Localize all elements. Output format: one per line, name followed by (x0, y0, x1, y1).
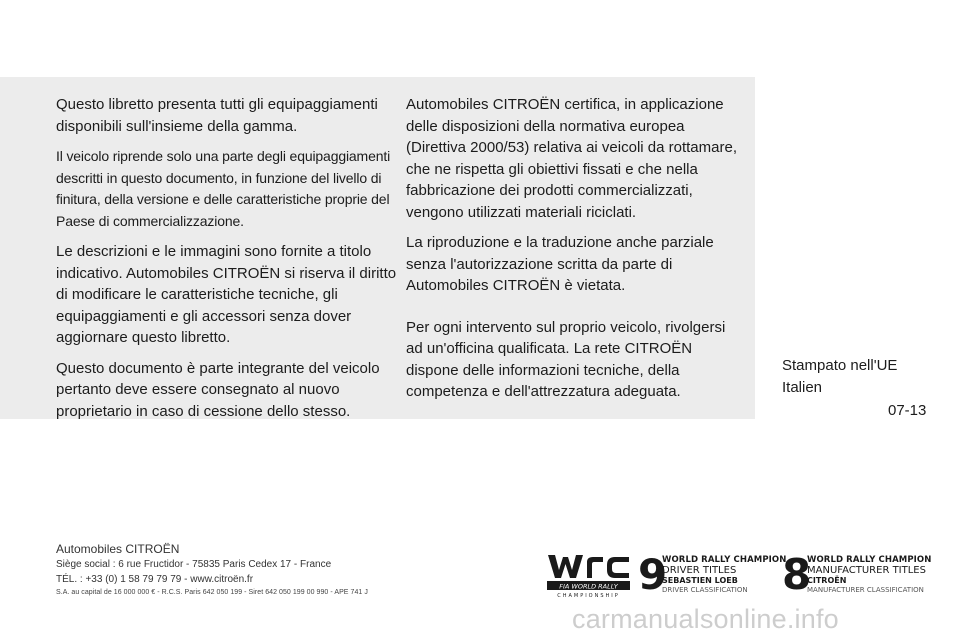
championship-logos (545, 552, 935, 598)
disclaimer-paragraph: Le descrizioni e le immagini sono fornite a titolo indicativo. Automobiles CITROËN si riserva il diritto di modificare le caratteristiche tecniche, gli equipaggiamenti e gli accessori senza dover aggiornare questo libretto. (56, 243, 397, 346)
company-contact: TÉL. : +33 (0) 1 58 79 79 79 - www.citroën.fr (56, 574, 254, 585)
reproduction-paragraph: La riproduzione e la traduzione anche parziale senza l'autorizzazione scritta da parte di Automobiles CITROËN è vietata. (406, 234, 714, 294)
manufacturer-titles-number: 8 (782, 550, 812, 599)
equipment-paragraph: Il veicolo riprende solo una parte degli equipaggiamenti descritti in questo documento, in funzione del livello di finitura, della versione e delle caratteristiche proprie del Paese di commercializzazione. (56, 148, 391, 229)
driver-line2: DRIVER TITLES (662, 565, 737, 576)
driver-titles-block (662, 555, 786, 595)
left-text-column (56, 94, 398, 422)
certification-paragraph: Automobiles CITROËN certifica, in applicazione delle disposizioni della normativa europea (Direttiva 2000/53) relativa ai veicoli da rottamare, che ne rispetta gli obiettivi fissati e che nella fabbricazione dei prodotti commercializzati, vengono utilizzati materiali riciclati. (406, 96, 737, 221)
ownership-paragraph: Questo documento è parte integrante del veicolo pertanto deve essere consegnato al nuovo proprietario in caso di cessione dello stesso. (56, 359, 380, 420)
driver-titles-number: 9 (638, 550, 668, 599)
manufacturer-line4: MANUFACTURER CLASSIFICATION (807, 586, 924, 594)
manufacturer-line3: CITROËN (807, 576, 847, 585)
manufacturer-line1: WORLD RALLY CHAMPION (807, 555, 932, 565)
svg-text:FIA WORLD RALLY: FIA WORLD RALLY (559, 582, 618, 591)
intro-paragraph: Questo libretto presenta tutti gli equipaggiamenti disponibili sull'insieme della gamma. (56, 96, 378, 135)
wrc-logo (545, 552, 631, 598)
company-address: Siège social : 6 rue Fructidor - 75835 Paris Cedex 17 - France (56, 559, 332, 570)
edition-code: 07-13 (888, 402, 927, 419)
service-paragraph: Per ogni intervento sul proprio veicolo, rivolgersi ad un'officina qualificata. La rete CITROËN dispone delle informazioni tecniche, della competenza e dell'attrezzatura adeguata. (406, 318, 726, 400)
language-label: Italien (782, 379, 823, 396)
company-legal: S.A. au capital de 16 000 000 € - R.C.S. Paris 642 050 199 - Siret 642 050 199 00 990 - APE 741 J (56, 589, 368, 596)
manufacturer-line2: MANUFACTURER TITLES (807, 565, 926, 576)
driver-line4: DRIVER CLASSIFICATION (662, 586, 748, 594)
company-name: Automobiles CITROËN (56, 542, 180, 556)
site-watermark: carmanualsonline.info (572, 604, 839, 634)
printed-in-label: Stampato nell'UE (782, 357, 898, 374)
svg-text:CHAMPIONSHIP: CHAMPIONSHIP (557, 593, 620, 598)
driver-line1: WORLD RALLY CHAMPION (662, 555, 787, 565)
driver-line3: SEBASTIEN LOEB (662, 576, 738, 585)
manufacturer-titles-block (807, 555, 931, 595)
right-text-column (406, 94, 746, 403)
